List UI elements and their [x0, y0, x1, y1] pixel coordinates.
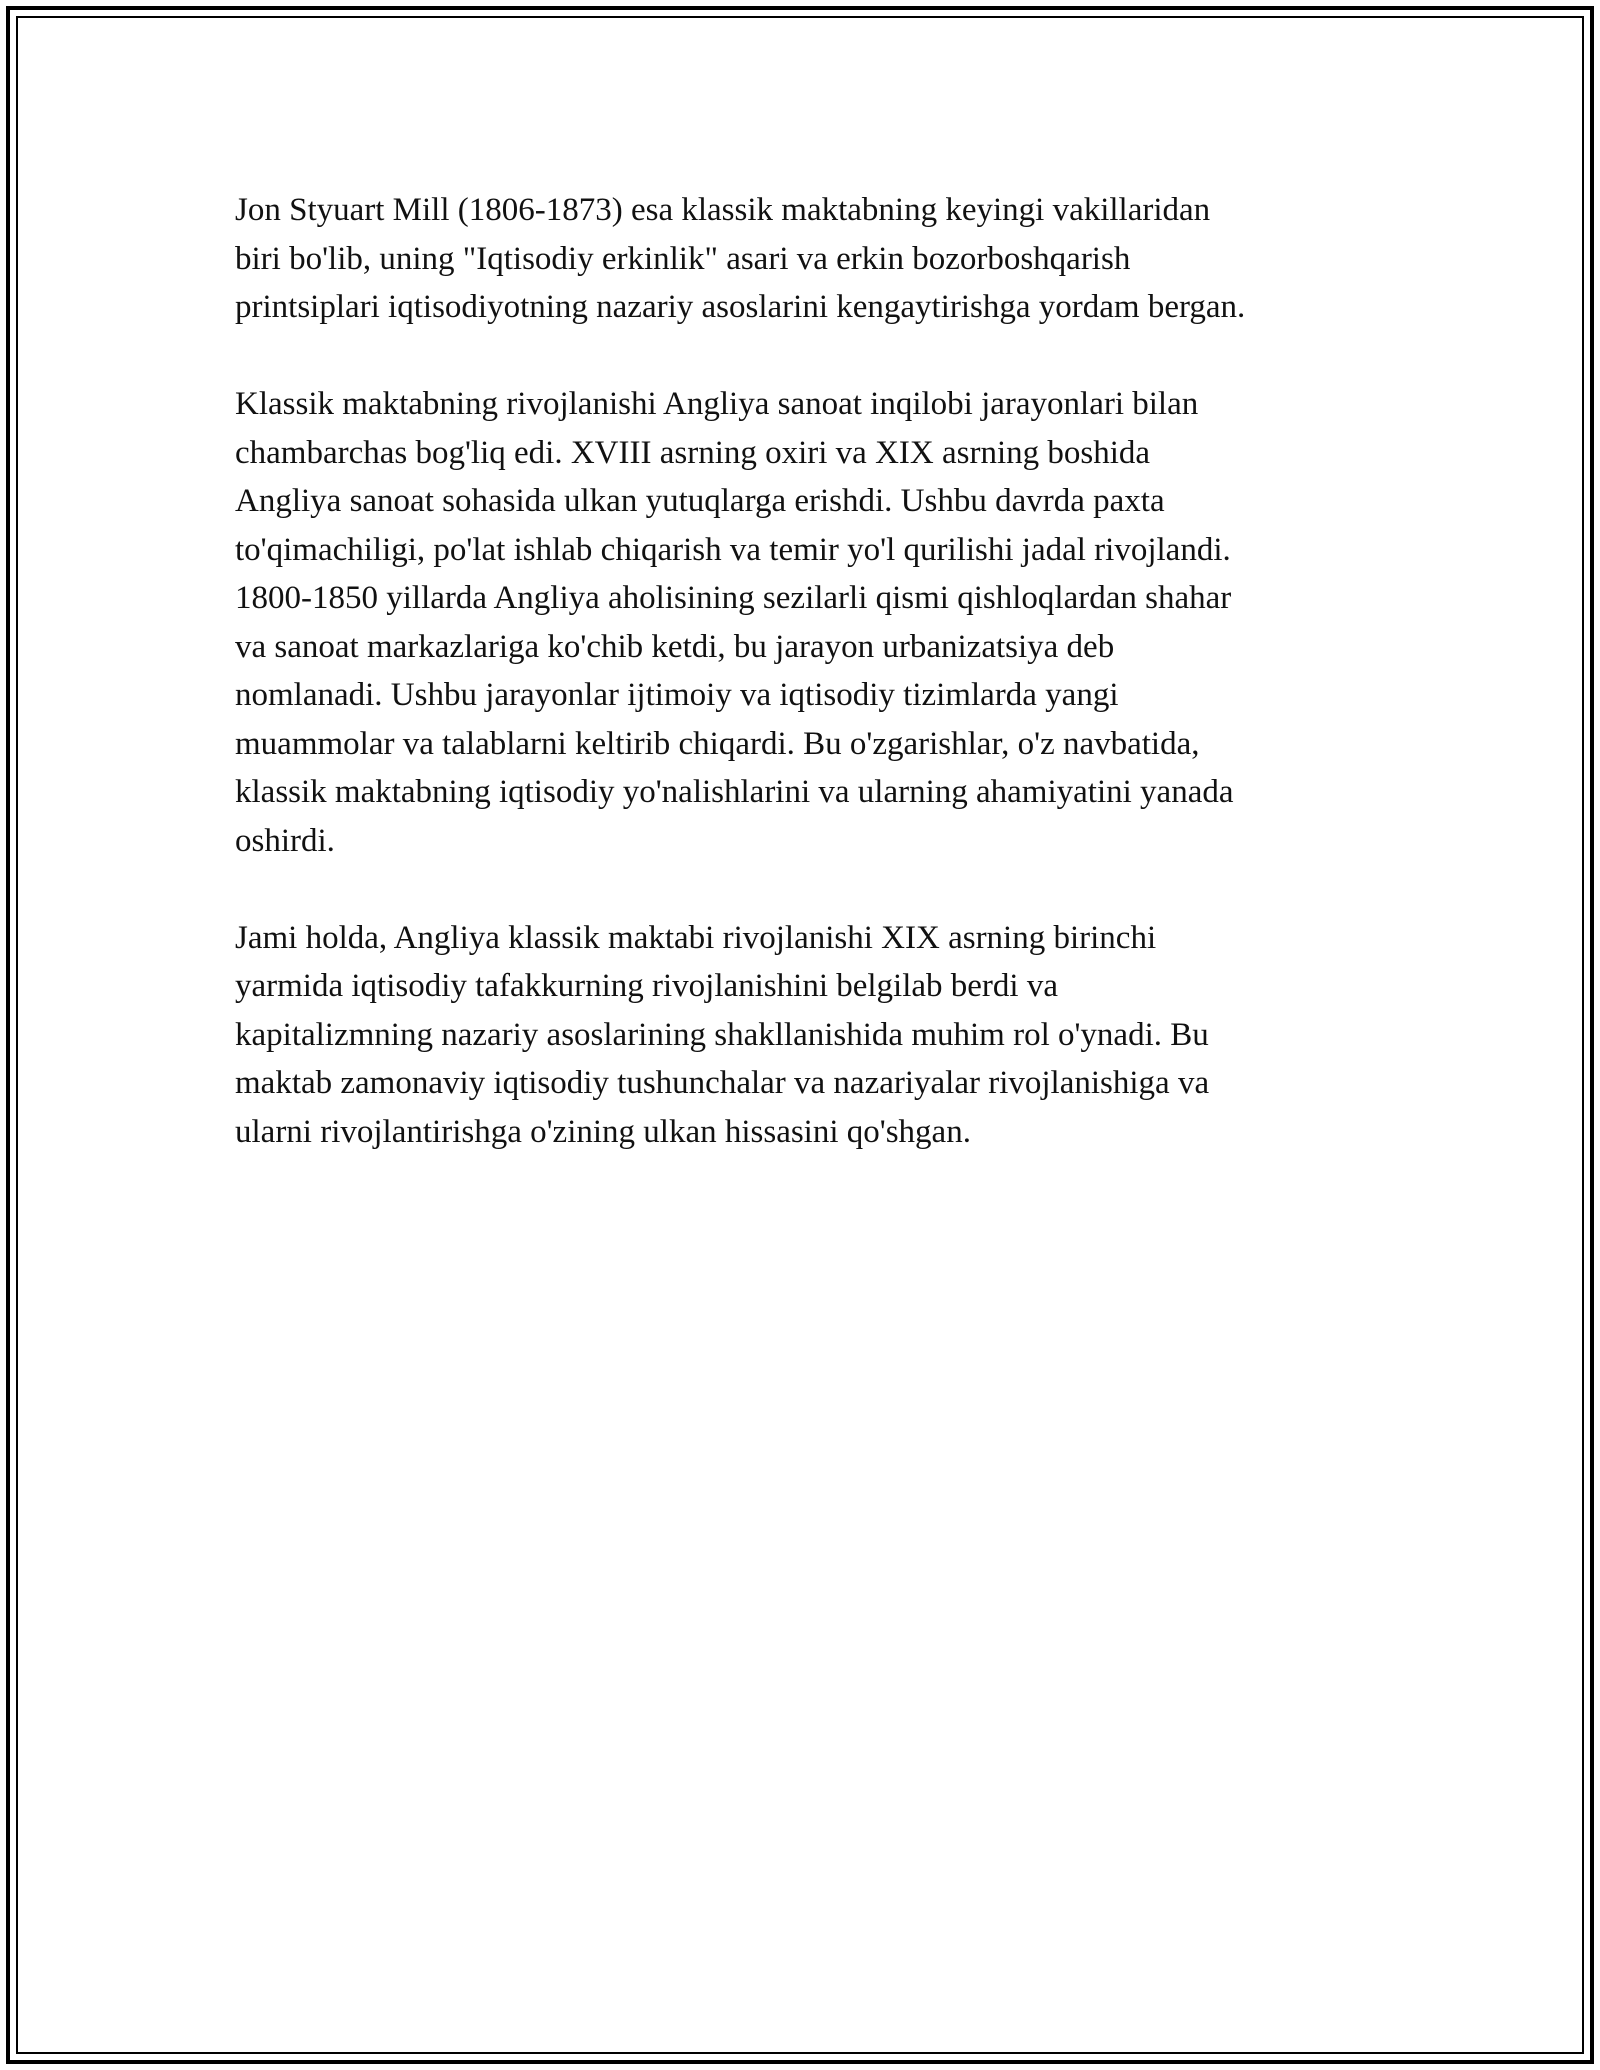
text-line: Klassik maktabning rivojlanishi Angliya sanoat inqilobi jarayonlari bilan	[235, 386, 1199, 422]
paragraph-mill	[235, 186, 1385, 332]
text-line: printsiplari iqtisodiyotning nazariy asoslarini kengaytirishga yordam bergan.	[235, 289, 1246, 325]
text-line: Jami holda, Angliya klassik maktabi rivojlanishi XIX asrning birinchi	[235, 919, 1157, 956]
text-line: nomlanadi. Ushbu jarayonlar ijtimoiy va iqtisodiy tizimlarda yangi	[235, 677, 1119, 713]
text-line: muammolar va talablarni keltirib chiqardi. Bu o'zgarishlar, o'z navbatida,	[235, 725, 1200, 762]
text-line: 1800-1850 yillarda Angliya aholisining sezilarli qismi qishloqlardan shahar	[235, 580, 1232, 616]
text-line: maktab zamonaviy iqtisodiy tushunchalar va nazariyalar rivojlanishiga va	[235, 1065, 1210, 1101]
text-line: Jon Styuart Mill (1806-1873) esa klassik maktabning keyingi vakillaridan	[235, 192, 1211, 228]
text-line: biri bo'lib, uning "Iqtisodiy erkinlik" asari va erkin bozorboshqarish	[235, 240, 1131, 277]
text-line: va sanoat markazlariga ko'chib ketdi, bu jarayon urbanizatsiya deb	[235, 628, 1115, 665]
document-body	[235, 186, 1385, 1205]
paragraph-industrial-revolution	[235, 380, 1385, 865]
text-line: chambarchas bog'liq edi. XVIII asrning oxiri va XIX asrning boshida	[235, 434, 1151, 471]
text-line: Angliya sanoat sohasida ulkan yutuqlarga erishdi. Ushbu davrda paxta	[235, 483, 1165, 519]
text-line: ularni rivojlantirishga o'zining ulkan hissasini qo'shgan.	[235, 1113, 971, 1150]
text-line: yarmida iqtisodiy tafakkurning rivojlanishini belgilab berdi va	[235, 968, 1058, 1004]
text-line: klassik maktabning iqtisodiy yo'nalishlarini va ularning ahamiyatini yanada	[235, 774, 1234, 810]
text-line: oshirdi.	[235, 822, 335, 859]
text-line: to'qimachiligi, po'lat ishlab chiqarish va temir yo'l qurilishi jadal rivojlandi.	[235, 531, 1231, 568]
text-line: kapitalizmning nazariy asoslarining shakllanishida muhim rol o'ynadi. Bu	[235, 1016, 1209, 1053]
paragraph-conclusion	[235, 914, 1385, 1157]
